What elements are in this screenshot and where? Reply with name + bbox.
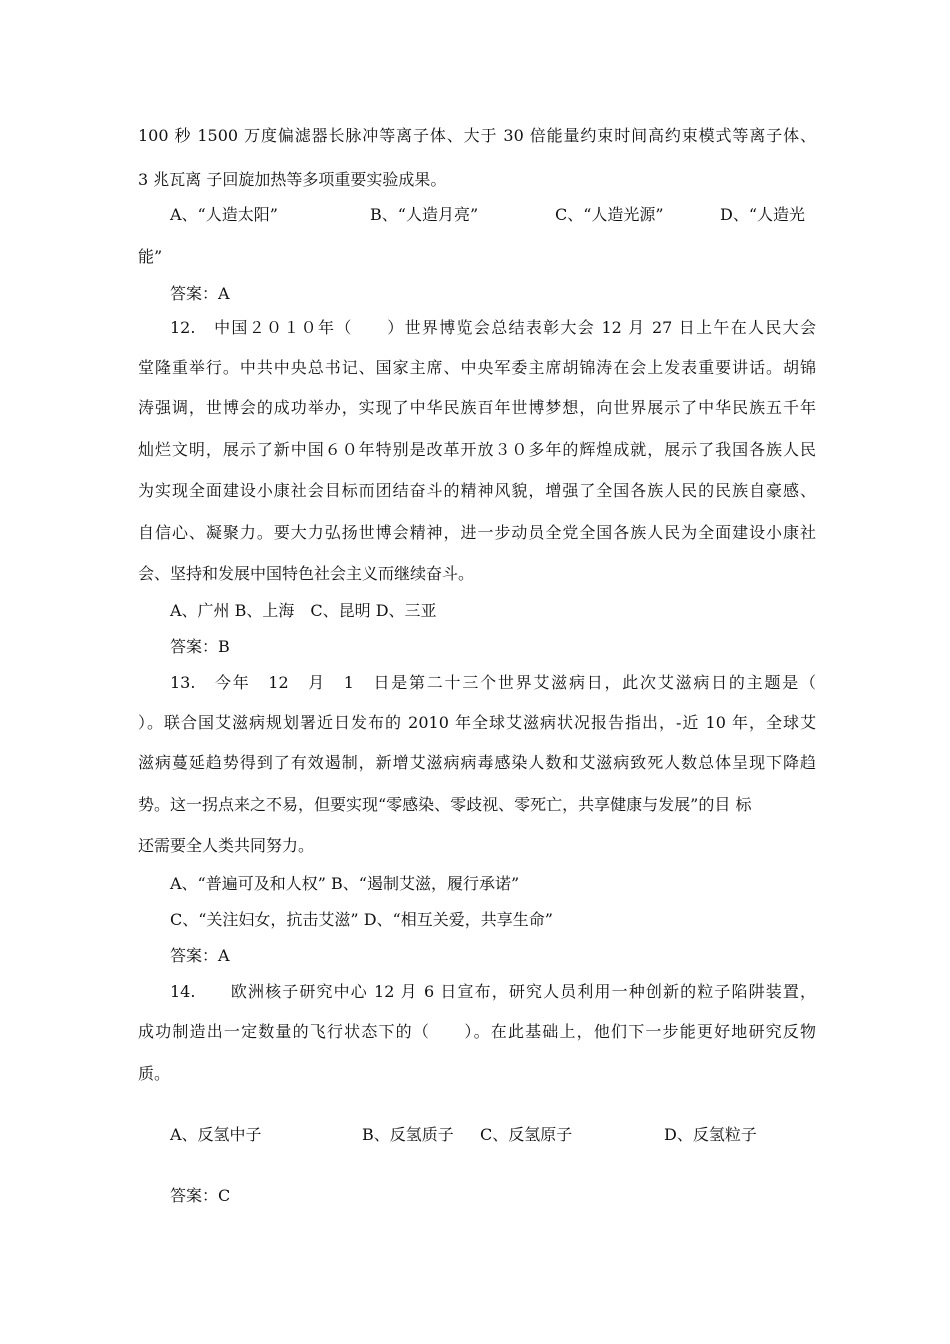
q12-text-line-6: 自信心、凝聚力。要大力弘扬世博会精神，进一步动员全党全国各族人民为全面建设小康社	[138, 523, 816, 542]
q13-text-line-5: 还需要全人类共同努力。	[138, 836, 315, 855]
q12-text-line-3: 涛强调，世博会的成功举办，实现了中华民族百年世博梦想，向世界展示了中华民族五千年	[138, 398, 816, 417]
q13-options-cd: C、“关注妇女，抗击艾滋” D、“相互关爱，共享生命”	[170, 910, 553, 929]
q14-option-a: A、反氢中子	[170, 1125, 262, 1144]
q14-option-d: D、反氢粒子	[664, 1125, 757, 1144]
q11-option-d-continued: 能”	[138, 247, 163, 266]
q12-options: A、广州 B、上海 C、昆明 D、三亚	[170, 601, 437, 620]
q12-text-line-4: 灿烂文明，展示了新中国６０年特别是改革开放３０多年的辉煌成就，展示了我国各族人民	[138, 440, 816, 459]
q14-text-line-1: 14. 欧洲核子研究中心 12 月 6 日宣布，研究人员利用一种创新的粒子陷阱装置，	[170, 982, 816, 1001]
q13-answer: 答案：A	[170, 946, 230, 965]
q12-text-line-5: 为实现全面建设小康社会目标而团结奋斗的精神风貌，增强了全国各族人民的民族自豪感、	[138, 481, 816, 500]
q12-answer: 答案：B	[170, 637, 230, 656]
q14-text-line-3: 质。	[138, 1064, 171, 1083]
q11-option-c: C、“人造光源”	[555, 205, 664, 224]
q12-text-line-1: 12. 中国２０１０年（ ）世界博览会总结表彰大会 12 月 27 日上午在人民大会	[170, 318, 816, 337]
q11-answer: 答案：A	[170, 284, 230, 303]
q12-text-line-7: 会、坚持和发展中国特色社会主义而继续奋斗。	[138, 564, 475, 583]
q11-option-a: A、“人造太阳”	[170, 205, 278, 224]
q13-text-line-2: ）。联合国艾滋病规划署近日发布的 2010 年全球艾滋病状况报告指出，-近 10 年，全球艾	[138, 713, 816, 732]
q14-text-line-2: 成功制造出一定数量的飞行状态下的（ ）。在此基础上，他们下一步能更好地研究反物	[138, 1022, 816, 1041]
q13-text-line-1: 13. 今年 12 月 1 日是第二十三个世界艾滋病日，此次艾滋病日的主题是（	[170, 673, 816, 692]
q11-text-line-1: 100 秒 1500 万度偏滤器长脉冲等离子体、大于 30 倍能量约束时间高约束模式等离子体、	[138, 126, 816, 145]
q14-option-c: C、反氢原子	[480, 1125, 573, 1144]
q11-text-line-2: 3 兆瓦离 子回旋加热等多项重要实验成果。	[138, 170, 447, 189]
q11-option-b: B、“人造月亮”	[370, 205, 479, 224]
q13-text-line-3: 滋病蔓延趋势得到了有效遏制，新增艾滋病病毒感染人数和艾滋病致死人数总体呈现下降趋	[138, 753, 816, 772]
q14-answer: 答案：C	[170, 1186, 231, 1205]
q13-text-line-4: 势。这一拐点来之不易，但要实现“零感染、零歧视、零死亡，共享健康与发展”的目 标	[138, 795, 752, 814]
q12-text-line-2: 堂隆重举行。中共中央总书记、国家主席、中央军委主席胡锦涛在会上发表重要讲话。胡锦	[138, 358, 816, 377]
q11-option-d: D、“人造光	[720, 205, 806, 224]
q13-options-ab: A、“普遍可及和人权” B、“遏制艾滋，履行承诺”	[170, 874, 520, 893]
q14-option-b: B、反氢质子	[362, 1125, 454, 1144]
